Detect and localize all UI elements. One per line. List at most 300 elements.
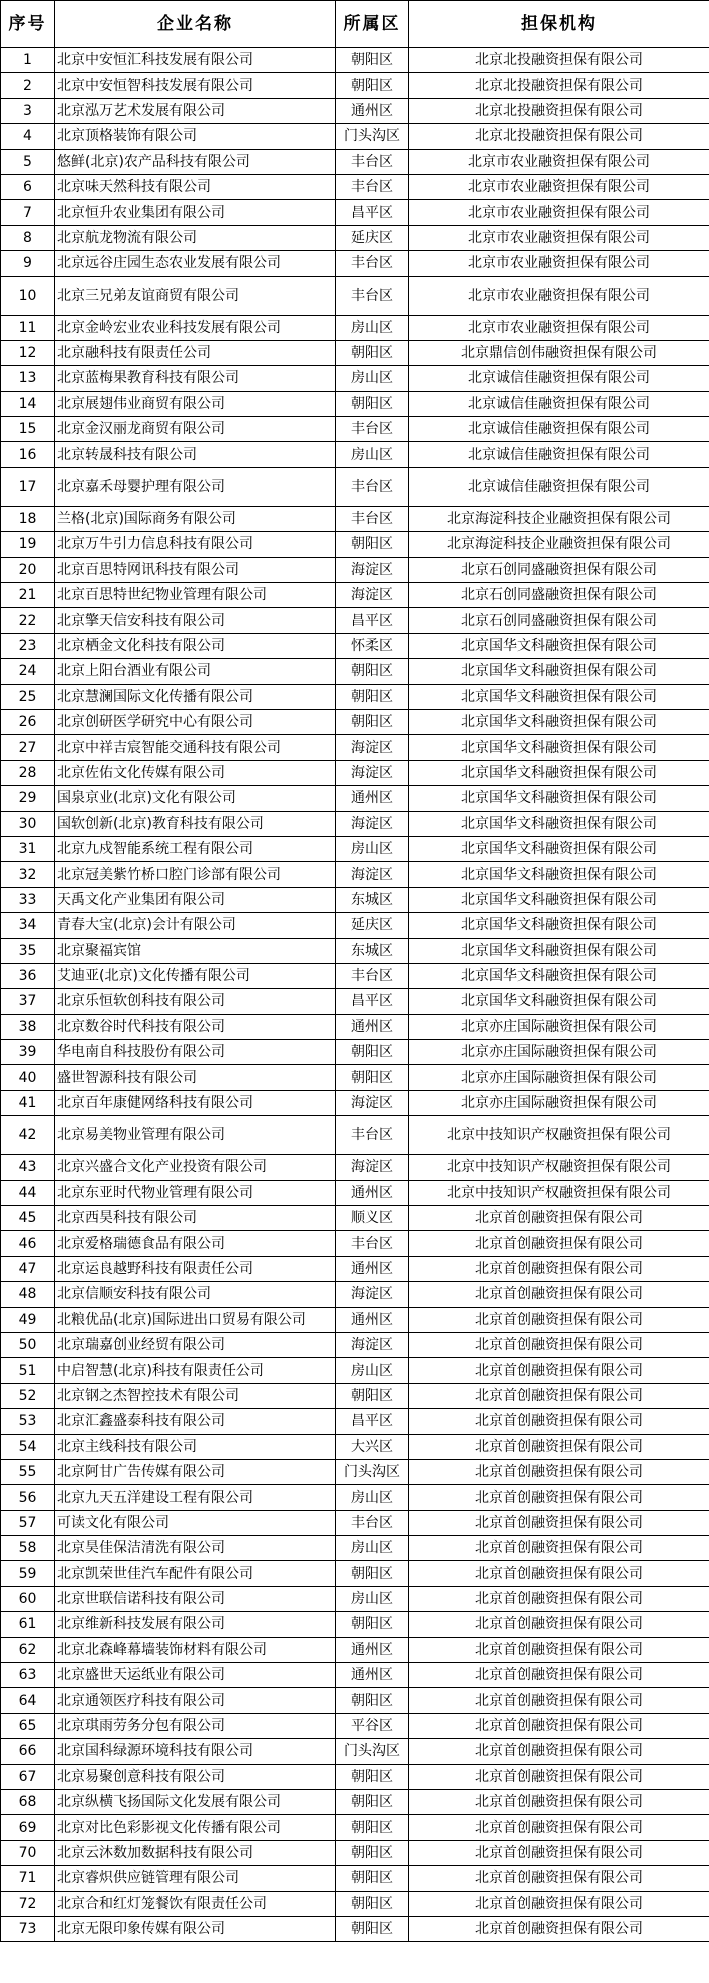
table-row xyxy=(1,1180,709,1205)
table-row xyxy=(1,315,709,340)
company-name: 北京金岭宏业农业科技发展有限公司 xyxy=(55,315,336,340)
row-number: 44 xyxy=(1,1180,55,1205)
table-row xyxy=(1,1510,709,1535)
table-row xyxy=(1,1790,709,1815)
guarantor: 北京国华文科融资担保有限公司 xyxy=(409,862,709,887)
row-number: 38 xyxy=(1,1014,55,1039)
district: 房山区 xyxy=(336,1485,409,1510)
table-row xyxy=(1,251,709,276)
guarantor: 北京首创融资担保有限公司 xyxy=(409,1536,709,1561)
row-number: 47 xyxy=(1,1256,55,1281)
district: 海淀区 xyxy=(336,735,409,760)
table-row xyxy=(1,366,709,391)
table-row xyxy=(1,1065,709,1090)
district: 东城区 xyxy=(336,887,409,912)
company-name: 北京恒升农业集团有限公司 xyxy=(55,200,336,225)
company-name: 北京数谷时代科技有限公司 xyxy=(55,1014,336,1039)
company-name: 北京创研医学研究中心有限公司 xyxy=(55,709,336,734)
district: 海淀区 xyxy=(336,557,409,582)
table-row xyxy=(1,1155,709,1180)
guarantor: 北京国华文科融资担保有限公司 xyxy=(409,684,709,709)
guarantor: 北京国华文科融资担保有限公司 xyxy=(409,938,709,963)
district: 朝阳区 xyxy=(336,73,409,98)
district: 朝阳区 xyxy=(336,1561,409,1586)
company-name: 北京百思特世纪物业管理有限公司 xyxy=(55,583,336,608)
row-number: 23 xyxy=(1,633,55,658)
guarantor: 北京诚信佳融资担保有限公司 xyxy=(409,467,709,506)
row-number: 29 xyxy=(1,786,55,811)
guarantor: 北京北投融资担保有限公司 xyxy=(409,124,709,149)
guarantor: 北京首创融资担保有限公司 xyxy=(409,1790,709,1815)
district: 丰台区 xyxy=(336,251,409,276)
row-number: 58 xyxy=(1,1536,55,1561)
company-name: 北京佐佑文化传媒有限公司 xyxy=(55,760,336,785)
district: 朝阳区 xyxy=(336,1891,409,1916)
guarantor: 北京首创融资担保有限公司 xyxy=(409,1206,709,1231)
district: 海淀区 xyxy=(336,811,409,836)
row-number: 6 xyxy=(1,174,55,199)
guarantor: 北京国华文科融资担保有限公司 xyxy=(409,963,709,988)
company-name: 北京世联信诺科技有限公司 xyxy=(55,1586,336,1611)
company-name: 北京阿甘广告传媒有限公司 xyxy=(55,1459,336,1484)
row-number: 71 xyxy=(1,1866,55,1891)
table-row xyxy=(1,1612,709,1637)
row-number: 54 xyxy=(1,1434,55,1459)
table-row xyxy=(1,735,709,760)
guarantor: 北京首创融资担保有限公司 xyxy=(409,1383,709,1408)
company-name: 北京融科技有限责任公司 xyxy=(55,340,336,365)
table-row xyxy=(1,1891,709,1916)
guarantor: 北京首创融资担保有限公司 xyxy=(409,1510,709,1535)
company-name: 华电南自科技股份有限公司 xyxy=(55,1040,336,1065)
company-name: 北京展翅伟业商贸有限公司 xyxy=(55,391,336,416)
company-name: 北京无限印象传媒有限公司 xyxy=(55,1916,336,1941)
table-row xyxy=(1,1713,709,1738)
guarantor: 北京首创融资担保有限公司 xyxy=(409,1409,709,1434)
guarantor: 北京北投融资担保有限公司 xyxy=(409,73,709,98)
district: 通州区 xyxy=(336,1307,409,1332)
guarantor: 北京首创融资担保有限公司 xyxy=(409,1764,709,1789)
guarantor: 北京首创融资担保有限公司 xyxy=(409,1434,709,1459)
table-row xyxy=(1,506,709,531)
row-number: 59 xyxy=(1,1561,55,1586)
row-number: 42 xyxy=(1,1116,55,1155)
guarantor: 北京海淀科技企业融资担保有限公司 xyxy=(409,532,709,557)
company-name: 北京北森峰幕墙装饰材料有限公司 xyxy=(55,1637,336,1662)
district: 通州区 xyxy=(336,1663,409,1688)
district: 通州区 xyxy=(336,1014,409,1039)
table-row xyxy=(1,887,709,912)
row-number: 64 xyxy=(1,1688,55,1713)
row-number: 5 xyxy=(1,149,55,174)
row-number: 19 xyxy=(1,532,55,557)
guarantor: 北京诚信佳融资担保有限公司 xyxy=(409,442,709,467)
district: 朝阳区 xyxy=(336,340,409,365)
district: 通州区 xyxy=(336,1180,409,1205)
table-row xyxy=(1,659,709,684)
district: 房山区 xyxy=(336,442,409,467)
row-number: 18 xyxy=(1,506,55,531)
guarantor: 北京石创同盛融资担保有限公司 xyxy=(409,608,709,633)
table-row xyxy=(1,124,709,149)
company-name: 北京味天然科技有限公司 xyxy=(55,174,336,199)
row-number: 52 xyxy=(1,1383,55,1408)
row-number: 14 xyxy=(1,391,55,416)
table-row xyxy=(1,1866,709,1891)
table-row xyxy=(1,811,709,836)
table-row xyxy=(1,1307,709,1332)
table-row xyxy=(1,1409,709,1434)
district: 昌平区 xyxy=(336,608,409,633)
company-name: 北京九天五洋建设工程有限公司 xyxy=(55,1485,336,1510)
company-name: 可读文化有限公司 xyxy=(55,1510,336,1535)
row-number: 26 xyxy=(1,709,55,734)
district: 房山区 xyxy=(336,836,409,861)
district: 房山区 xyxy=(336,1358,409,1383)
company-name: 北京对比色彩影视文化传播有限公司 xyxy=(55,1815,336,1840)
district: 丰台区 xyxy=(336,149,409,174)
row-number: 20 xyxy=(1,557,55,582)
table-row xyxy=(1,442,709,467)
table-row xyxy=(1,1637,709,1662)
guarantor: 北京诚信佳融资担保有限公司 xyxy=(409,417,709,442)
company-name: 国软创新(北京)教育科技有限公司 xyxy=(55,811,336,836)
company-name: 北京上阳台酒业有限公司 xyxy=(55,659,336,684)
table-row xyxy=(1,1332,709,1357)
guarantor: 北京国华文科融资担保有限公司 xyxy=(409,709,709,734)
row-number: 33 xyxy=(1,887,55,912)
company-name: 北京通领医疗科技有限公司 xyxy=(55,1688,336,1713)
guarantor: 北京首创融资担保有限公司 xyxy=(409,1840,709,1865)
district: 丰台区 xyxy=(336,963,409,988)
table-row xyxy=(1,1231,709,1256)
guarantor: 北京中技知识产权融资担保有限公司 xyxy=(409,1155,709,1180)
company-name: 北京中安恒汇科技发展有限公司 xyxy=(55,48,336,73)
row-number: 53 xyxy=(1,1409,55,1434)
table-row xyxy=(1,276,709,315)
guarantor: 北京首创融资担保有限公司 xyxy=(409,1637,709,1662)
table-row xyxy=(1,174,709,199)
company-name: 北京睿炽供应链管理有限公司 xyxy=(55,1866,336,1891)
company-name: 北京易聚创意科技有限公司 xyxy=(55,1764,336,1789)
row-number: 39 xyxy=(1,1040,55,1065)
row-number: 2 xyxy=(1,73,55,98)
table-row xyxy=(1,862,709,887)
row-number: 16 xyxy=(1,442,55,467)
company-name: 北京昊佳保洁清洗有限公司 xyxy=(55,1536,336,1561)
company-name: 天禹文化产业集团有限公司 xyxy=(55,887,336,912)
row-number: 49 xyxy=(1,1307,55,1332)
district: 海淀区 xyxy=(336,862,409,887)
row-number: 4 xyxy=(1,124,55,149)
row-number: 9 xyxy=(1,251,55,276)
guarantor: 北京国华文科融资担保有限公司 xyxy=(409,735,709,760)
district: 朝阳区 xyxy=(336,684,409,709)
table-row xyxy=(1,1815,709,1840)
row-number: 55 xyxy=(1,1459,55,1484)
district: 朝阳区 xyxy=(336,1866,409,1891)
district: 海淀区 xyxy=(336,760,409,785)
guarantor: 北京国华文科融资担保有限公司 xyxy=(409,786,709,811)
table-row xyxy=(1,1256,709,1281)
row-number: 8 xyxy=(1,225,55,250)
table-row xyxy=(1,1040,709,1065)
company-name: 北京慧澜国际文化传播有限公司 xyxy=(55,684,336,709)
row-number: 7 xyxy=(1,200,55,225)
district: 通州区 xyxy=(336,98,409,123)
district: 朝阳区 xyxy=(336,1065,409,1090)
table-row xyxy=(1,938,709,963)
district: 丰台区 xyxy=(336,1231,409,1256)
row-number: 72 xyxy=(1,1891,55,1916)
guarantor: 北京亦庄国际融资担保有限公司 xyxy=(409,1014,709,1039)
guarantor: 北京诚信佳融资担保有限公司 xyxy=(409,391,709,416)
guarantor: 北京北投融资担保有限公司 xyxy=(409,48,709,73)
guarantor: 北京市农业融资担保有限公司 xyxy=(409,200,709,225)
company-name: 北京擎天信安科技有限公司 xyxy=(55,608,336,633)
district: 朝阳区 xyxy=(336,1612,409,1637)
company-name: 北京乐恒软创科技有限公司 xyxy=(55,989,336,1014)
row-number: 31 xyxy=(1,836,55,861)
row-number: 15 xyxy=(1,417,55,442)
header-district: 所属区 xyxy=(336,1,409,48)
row-number: 12 xyxy=(1,340,55,365)
district: 顺义区 xyxy=(336,1206,409,1231)
table-row xyxy=(1,532,709,557)
row-number: 3 xyxy=(1,98,55,123)
guarantor: 北京首创融资担保有限公司 xyxy=(409,1282,709,1307)
company-name: 北京纵横飞扬国际文化发展有限公司 xyxy=(55,1790,336,1815)
header-guarantor: 担保机构 xyxy=(409,1,709,48)
table-row xyxy=(1,1282,709,1307)
district: 朝阳区 xyxy=(336,659,409,684)
table-row xyxy=(1,391,709,416)
row-number: 65 xyxy=(1,1713,55,1738)
district: 丰台区 xyxy=(336,1510,409,1535)
company-name: 北京泓万艺术发展有限公司 xyxy=(55,98,336,123)
district: 朝阳区 xyxy=(336,1916,409,1941)
company-name: 北京聚福宾馆 xyxy=(55,938,336,963)
company-name: 北京云沐数加数据科技有限公司 xyxy=(55,1840,336,1865)
table-row xyxy=(1,633,709,658)
guarantor: 北京首创融资担保有限公司 xyxy=(409,1891,709,1916)
row-number: 27 xyxy=(1,735,55,760)
district: 朝阳区 xyxy=(336,48,409,73)
row-number: 30 xyxy=(1,811,55,836)
company-name: 北京百思特网讯科技有限公司 xyxy=(55,557,336,582)
district: 昌平区 xyxy=(336,200,409,225)
company-name: 北京东亚时代物业管理有限公司 xyxy=(55,1180,336,1205)
guarantor: 北京北投融资担保有限公司 xyxy=(409,98,709,123)
company-name: 北京万牛引力信息科技有限公司 xyxy=(55,532,336,557)
company-name: 北京金汉丽龙商贸有限公司 xyxy=(55,417,336,442)
guarantor: 北京首创融资担保有限公司 xyxy=(409,1256,709,1281)
company-name: 北京运良越野科技有限责任公司 xyxy=(55,1256,336,1281)
table-row xyxy=(1,340,709,365)
guarantor: 北京首创融资担保有限公司 xyxy=(409,1612,709,1637)
row-number: 69 xyxy=(1,1815,55,1840)
table-row xyxy=(1,1663,709,1688)
company-name: 北京蓝梅果教育科技有限公司 xyxy=(55,366,336,391)
guarantor: 北京石创同盛融资担保有限公司 xyxy=(409,557,709,582)
guarantor: 北京首创融资担保有限公司 xyxy=(409,1231,709,1256)
company-name: 北京汇鑫盛泰科技有限公司 xyxy=(55,1409,336,1434)
company-name: 北京九戍智能系统工程有限公司 xyxy=(55,836,336,861)
table-row xyxy=(1,684,709,709)
guarantor: 北京市农业融资担保有限公司 xyxy=(409,149,709,174)
company-name: 青春大宝(北京)会计有限公司 xyxy=(55,913,336,938)
guarantor: 北京亦庄国际融资担保有限公司 xyxy=(409,1065,709,1090)
row-number: 73 xyxy=(1,1916,55,1941)
company-name: 北京远谷庄园生态农业发展有限公司 xyxy=(55,251,336,276)
company-name: 北京冠美紫竹桥口腔门诊部有限公司 xyxy=(55,862,336,887)
guarantor: 北京首创融资担保有限公司 xyxy=(409,1663,709,1688)
table-row xyxy=(1,786,709,811)
table-row xyxy=(1,1434,709,1459)
guarantor: 北京首创融资担保有限公司 xyxy=(409,1459,709,1484)
company-name: 艾迪亚(北京)文化传播有限公司 xyxy=(55,963,336,988)
company-name: 中启智慧(北京)科技有限责任公司 xyxy=(55,1358,336,1383)
company-name: 北京转晟科技有限公司 xyxy=(55,442,336,467)
company-name: 北京中安恒智科技发展有限公司 xyxy=(55,73,336,98)
guarantor: 北京亦庄国际融资担保有限公司 xyxy=(409,1040,709,1065)
guarantor: 北京中技知识产权融资担保有限公司 xyxy=(409,1116,709,1155)
guarantor: 北京首创融资担保有限公司 xyxy=(409,1485,709,1510)
row-number: 43 xyxy=(1,1155,55,1180)
district: 平谷区 xyxy=(336,1713,409,1738)
district: 昌平区 xyxy=(336,989,409,1014)
company-name: 北京西昊科技有限公司 xyxy=(55,1206,336,1231)
table-row xyxy=(1,989,709,1014)
header-no: 序号 xyxy=(1,1,55,48)
guarantor: 北京鼎信创伟融资担保有限公司 xyxy=(409,340,709,365)
company-name: 北京三兄弟友谊商贸有限公司 xyxy=(55,276,336,315)
row-number: 11 xyxy=(1,315,55,340)
district: 朝阳区 xyxy=(336,1764,409,1789)
row-number: 70 xyxy=(1,1840,55,1865)
guarantor: 北京市农业融资担保有限公司 xyxy=(409,276,709,315)
table-row xyxy=(1,760,709,785)
table-row xyxy=(1,836,709,861)
district: 朝阳区 xyxy=(336,1815,409,1840)
guarantor: 北京首创融资担保有限公司 xyxy=(409,1358,709,1383)
table-row xyxy=(1,1764,709,1789)
table-row xyxy=(1,1014,709,1039)
district: 朝阳区 xyxy=(336,1840,409,1865)
table-row xyxy=(1,709,709,734)
company-name: 北京盛世天运纸业有限公司 xyxy=(55,1663,336,1688)
company-name: 北京栖金文化科技有限公司 xyxy=(55,633,336,658)
row-number: 40 xyxy=(1,1065,55,1090)
district: 海淀区 xyxy=(336,1332,409,1357)
table-row xyxy=(1,1358,709,1383)
row-number: 61 xyxy=(1,1612,55,1637)
district: 丰台区 xyxy=(336,276,409,315)
district: 朝阳区 xyxy=(336,532,409,557)
company-name: 北京凯荣世佳汽车配件有限公司 xyxy=(55,1561,336,1586)
district: 延庆区 xyxy=(336,913,409,938)
guarantor: 北京国华文科融资担保有限公司 xyxy=(409,811,709,836)
guarantor: 北京国华文科融资担保有限公司 xyxy=(409,913,709,938)
guarantor: 北京国华文科融资担保有限公司 xyxy=(409,633,709,658)
row-number: 46 xyxy=(1,1231,55,1256)
guarantor: 北京中技知识产权融资担保有限公司 xyxy=(409,1180,709,1205)
table-row xyxy=(1,417,709,442)
table-row xyxy=(1,557,709,582)
district: 朝阳区 xyxy=(336,1790,409,1815)
company-name: 国泉京业(北京)文化有限公司 xyxy=(55,786,336,811)
table-row xyxy=(1,608,709,633)
guarantor: 北京国华文科融资担保有限公司 xyxy=(409,760,709,785)
table-row xyxy=(1,1090,709,1115)
table-row xyxy=(1,467,709,506)
row-number: 62 xyxy=(1,1637,55,1662)
row-number: 24 xyxy=(1,659,55,684)
header-name: 企业名称 xyxy=(55,1,336,48)
district: 门头沟区 xyxy=(336,124,409,149)
header-row xyxy=(1,1,709,48)
row-number: 48 xyxy=(1,1282,55,1307)
row-number: 45 xyxy=(1,1206,55,1231)
table-row xyxy=(1,583,709,608)
company-name: 北京嘉禾母婴护理有限公司 xyxy=(55,467,336,506)
district: 通州区 xyxy=(336,786,409,811)
district: 房山区 xyxy=(336,315,409,340)
table-row xyxy=(1,913,709,938)
company-name: 北京钢之杰智控技术有限公司 xyxy=(55,1383,336,1408)
row-number: 36 xyxy=(1,963,55,988)
company-name: 北京百年康健网络科技有限公司 xyxy=(55,1090,336,1115)
company-name: 北京易美物业管理有限公司 xyxy=(55,1116,336,1155)
row-number: 57 xyxy=(1,1510,55,1535)
guarantor: 北京海淀科技企业融资担保有限公司 xyxy=(409,506,709,531)
district: 海淀区 xyxy=(336,583,409,608)
guarantor: 北京首创融资担保有限公司 xyxy=(409,1866,709,1891)
table-row xyxy=(1,1485,709,1510)
guarantor: 北京首创融资担保有限公司 xyxy=(409,1739,709,1764)
row-number: 13 xyxy=(1,366,55,391)
district: 朝阳区 xyxy=(336,1383,409,1408)
company-name: 北京中祥吉宸智能交通科技有限公司 xyxy=(55,735,336,760)
company-name: 北京合和红灯笼餐饮有限责任公司 xyxy=(55,1891,336,1916)
district: 门头沟区 xyxy=(336,1739,409,1764)
table-row xyxy=(1,149,709,174)
table-row xyxy=(1,225,709,250)
company-name: 北京瑞嘉创业经贸有限公司 xyxy=(55,1332,336,1357)
district: 海淀区 xyxy=(336,1090,409,1115)
district: 大兴区 xyxy=(336,1434,409,1459)
district: 东城区 xyxy=(336,938,409,963)
table-row xyxy=(1,73,709,98)
district: 门头沟区 xyxy=(336,1459,409,1484)
guarantor: 北京国华文科融资担保有限公司 xyxy=(409,836,709,861)
district: 丰台区 xyxy=(336,174,409,199)
row-number: 68 xyxy=(1,1790,55,1815)
row-number: 66 xyxy=(1,1739,55,1764)
row-number: 17 xyxy=(1,467,55,506)
company-name: 盛世智源科技有限公司 xyxy=(55,1065,336,1090)
district: 通州区 xyxy=(336,1637,409,1662)
guarantor: 北京首创融资担保有限公司 xyxy=(409,1916,709,1941)
guarantor: 北京石创同盛融资担保有限公司 xyxy=(409,583,709,608)
district: 丰台区 xyxy=(336,467,409,506)
table-row xyxy=(1,1916,709,1941)
company-name: 北京爱格瑞德食品有限公司 xyxy=(55,1231,336,1256)
guarantor: 北京市农业融资担保有限公司 xyxy=(409,174,709,199)
district: 房山区 xyxy=(336,366,409,391)
district: 海淀区 xyxy=(336,1155,409,1180)
company-name: 北京维新科技发展有限公司 xyxy=(55,1612,336,1637)
